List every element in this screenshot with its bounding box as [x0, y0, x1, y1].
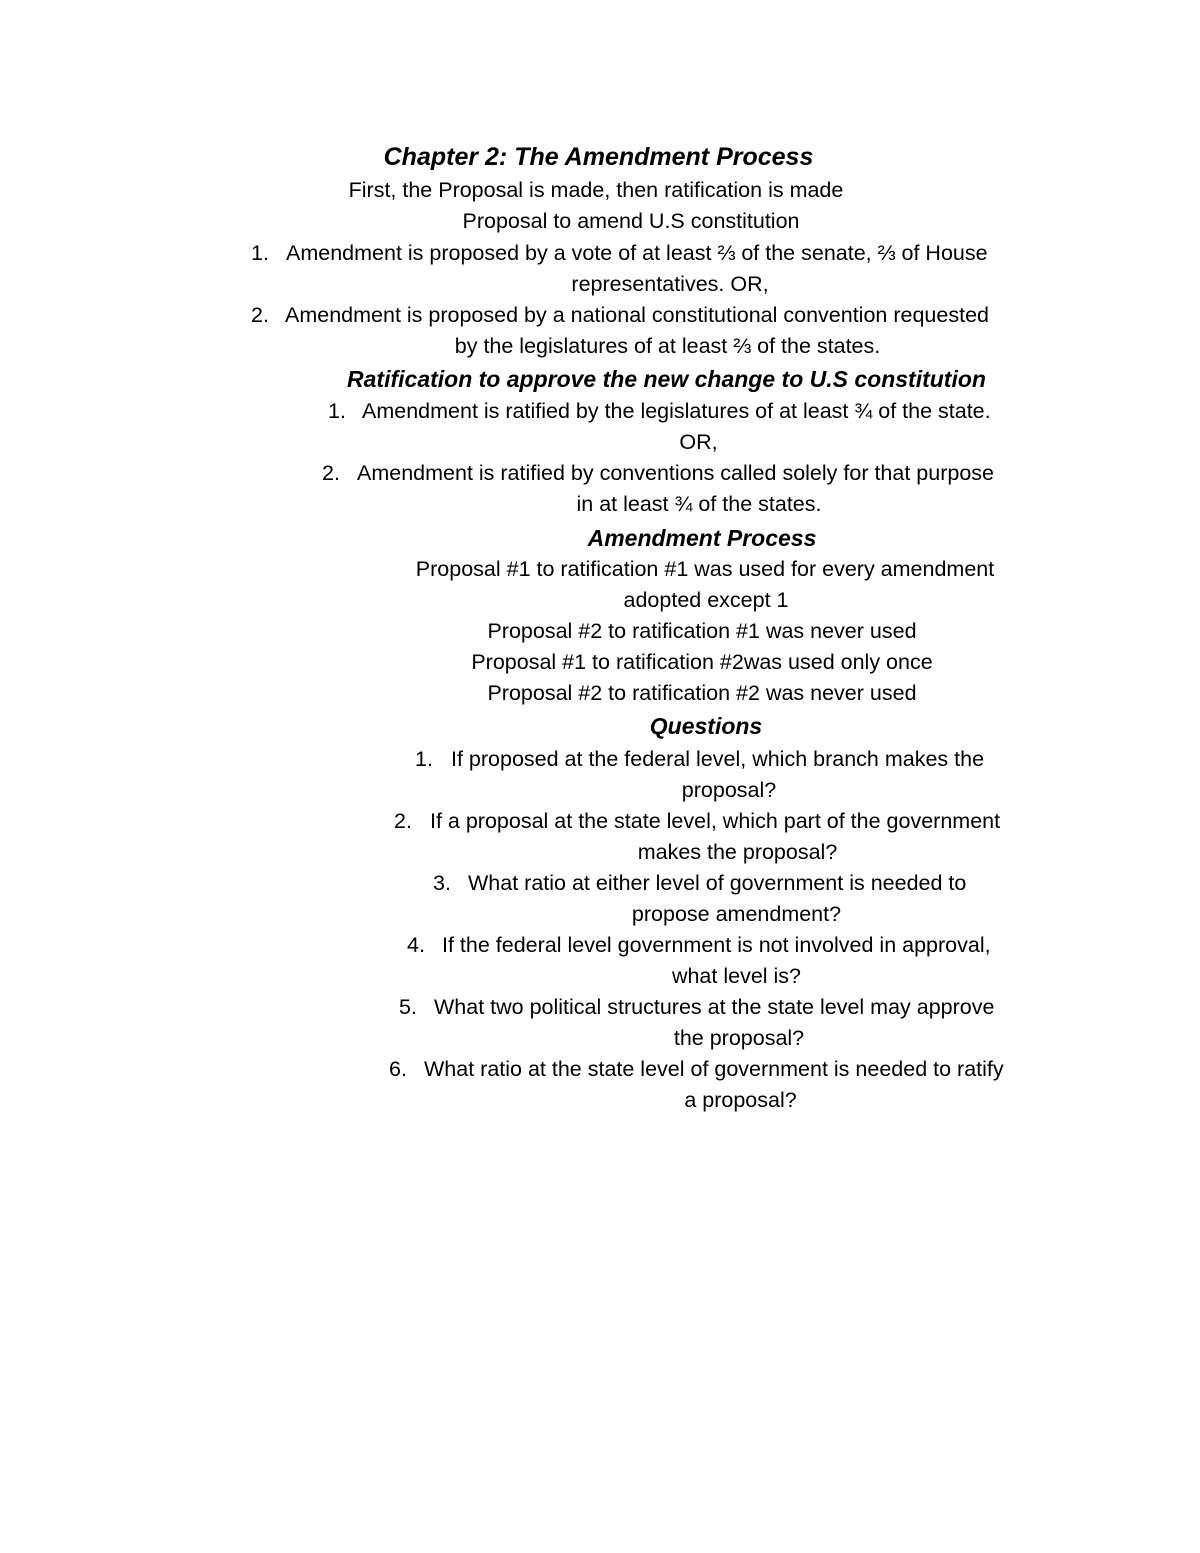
list-item-text-cont: the proposal?: [673, 1026, 805, 1050]
questions-heading: Questions: [649, 713, 763, 739]
list-item-text: Amendment is proposed by a vote of at least ⅔ of the senate, ⅔ of House: [286, 241, 988, 265]
list-item-text-cont: in at least ¾ of the states.: [576, 492, 822, 516]
list-number: 2.: [251, 303, 269, 327]
intro-line-1: First, the Proposal is made, then ratification is made: [348, 178, 844, 202]
list-number: 1.: [251, 241, 269, 265]
list-item-text: If proposed at the federal level, which branch makes the: [451, 747, 985, 771]
process-line: Proposal #2 to ratification #2 was never used: [487, 681, 917, 705]
process-line: Proposal #2 to ratification #1 was never used: [487, 619, 917, 643]
process-line: Proposal #1 to ratification #1 was used for every amendment: [415, 557, 995, 581]
list-number: 2.: [394, 809, 412, 833]
list-item-text: Amendment is ratified by the legislatures of at least ¾ of the state.: [362, 399, 991, 423]
list-item-text: What ratio at the state level of government is needed to ratify: [424, 1057, 1004, 1081]
list-item-text: What two political structures at the state level may approve: [434, 995, 995, 1019]
list-item-text-cont: OR,: [679, 430, 718, 454]
process-line: adopted except 1: [623, 588, 789, 612]
list-item-text-cont: a proposal?: [684, 1088, 797, 1112]
list-item-text-cont: by the legislatures of at least ⅔ of the states.: [454, 334, 881, 358]
list-item-text-cont: what level is?: [671, 964, 802, 988]
list-item-text: Amendment is ratified by conventions called solely for that purpose: [357, 461, 994, 485]
page-title: Chapter 2: The Amendment Process: [383, 143, 814, 171]
list-item-text-cont: propose amendment?: [631, 902, 842, 926]
list-number: 1.: [328, 399, 346, 423]
ratification-heading: Ratification to approve the new change to U.S constitution: [347, 366, 986, 392]
process-heading: Amendment Process: [587, 525, 817, 551]
list-item-text: What ratio at either level of government is needed to: [468, 871, 967, 895]
list-number: 4.: [407, 933, 425, 957]
list-item-text: If the federal level government is not involved in approval,: [442, 933, 991, 957]
list-item-text-cont: proposal?: [681, 778, 777, 802]
list-number: 1.: [415, 747, 433, 771]
list-item-text: If a proposal at the state level, which part of the government: [430, 809, 1001, 833]
list-item-text-cont: makes the proposal?: [637, 840, 838, 864]
list-number: 5.: [399, 995, 417, 1019]
intro-line-2: Proposal to amend U.S constitution: [462, 209, 800, 233]
list-item-text-cont: representatives. OR,: [571, 272, 769, 296]
list-number: 2.: [322, 461, 340, 485]
list-number: 3.: [433, 871, 451, 895]
process-line: Proposal #1 to ratification #2was used only once: [471, 650, 933, 674]
list-number: 6.: [389, 1057, 407, 1081]
list-item-text: Amendment is proposed by a national constitutional convention requested: [285, 303, 989, 327]
